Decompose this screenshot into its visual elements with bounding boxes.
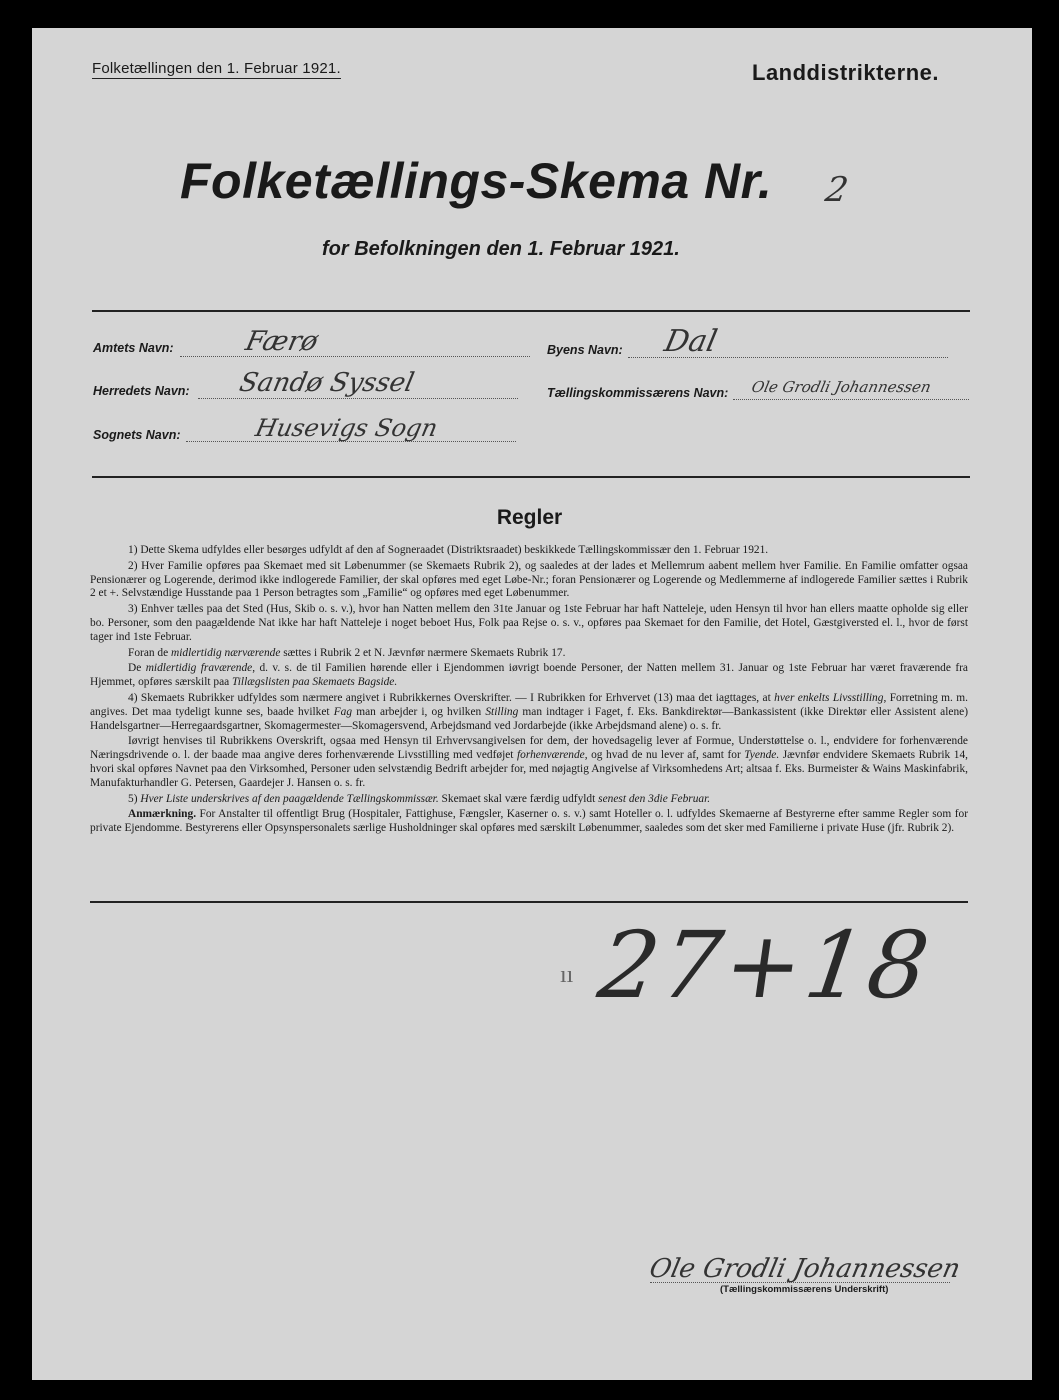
header-district-type: Landdistrikterne. xyxy=(752,60,939,85)
rule-4-further: Iøvrigt henvises til Rubrikkens Overskrift, ogsaa med Hensyn til Erhvervsangivelsen for dem, der hovedsagelig lever af Formue, Understøttelse o. l., endvidere for forhenværende Næringsdrivende o. l. der baade maa angive deres forhenværende Livsstilling med vedføjet forhenværende, og hvad de nu lever af, samt for Tyende. Jævnfør endvidere Skemaets Rubrik 14, hvori skal opføres Navnet paa den Virksomhed, Personer uden selvstændig Bedrift arbejder for, med nøjagtig Angivelse af Virksomhedens Art; altsaa f. Eks. Burmeister & Wains Maskinfabrik, Manufakturhandler G. Petersen, Gaardejer J. Hansen o. s. fr. xyxy=(90,735,968,789)
commissioner-signature: Ole Grodli Johannessen xyxy=(646,1254,963,1284)
by-value: Dal xyxy=(661,324,721,359)
sogn-label: Sognets Navn: xyxy=(93,428,181,442)
fields-divider xyxy=(92,476,970,478)
signature-caption: (Tællingskommissærens Underskrift) xyxy=(720,1284,889,1295)
amt-label: Amtets Navn: xyxy=(93,341,174,355)
rule-note: Anmærkning. For Anstalter til offentligt Brug (Hospitaler, Fattighuse, Fængsler, Kaserner o. s. v.) samt Hoteller o. l. udfyldes Skemaerne af Bestyrerne efter samme Regler som for private Ejendomme. Bestyrerens eller Opsynspersonalets særlige Husholdninger skal opføres med særskilt Løbenummer, saaledes som det sker med Familierne i private Huse (jfr. Rubrik 2). xyxy=(90,808,968,835)
form-title: Folketællings-Skema Nr. xyxy=(180,153,773,209)
rules-divider xyxy=(90,901,968,903)
form-subtitle: for Befolkningen den 1. Februar 1921. xyxy=(322,238,680,260)
kommissaer-value: Ole Grodli Johannessen xyxy=(750,378,933,396)
rules-text xyxy=(90,544,968,838)
handwritten-total: 27+18 xyxy=(592,912,939,1019)
amt-line xyxy=(180,356,530,357)
herred-label: Herredets Navn: xyxy=(93,384,190,398)
sogn-value: Husevigs Sogn xyxy=(253,414,441,442)
rule-1: 1) Dette Skema udfyldes eller besørges udfyldt af den af Sogneraadet (Distriktsraadet) beskikkede Tællingskommissær den 1. Februar 1921. xyxy=(128,544,769,556)
herred-line xyxy=(198,398,518,399)
rule-3: 3) Enhver tælles paa det Sted (Hus, Skib o. s. v.), hvor han Natten mellem den 31te Januar og 1ste Februar har haft Natteleje, uden Hensyn til hvor han ellers maatte opholde sig eller bo. Personer, som den paagældende Nat ikke har haft Natteleje i noget beboet Hus, Folk paa Rejse o. s. v., opføres paa Skemaet for den Familie, det Hotel, Gæstgiversted el. l., hvor de først tager ind 1ste Februar. xyxy=(90,603,968,643)
rule-2: 2) Hver Familie opføres paa Skemaet med sit Løbenummer (se Skemaets Rubrik 2), og saaledes at der lades et Mellemrum aabent mellem hver Familie. En Familie omfatter ogsaa Pensionærer og Logerende, derimod ikke indlogerede Familier, der skal opføres med eget Løbe-Nr.; foran Pensionærer og Logerende og Medlemmerne af indlogerede Familier sættes i Rubrik 2 et +. Selvstændige Husstande paa 1 Person betragtes som „Familie“ og opføres med eget Løbenummer. xyxy=(90,559,968,600)
header-census-date: Folketællingen den 1. Februar 1921. xyxy=(92,60,341,77)
top-divider xyxy=(92,310,970,312)
rule-5: 5) Hver Liste underskrives af den paagældende Tællingskommissær. Skemaet skal være færdig udfyldt senest den 3die Februar. xyxy=(128,792,711,805)
rule-3-present: Foran de midlertidig nærværende sættes i Rubrik 2 et N. Jævnfør nærmere Skemaets Rubrik 17. xyxy=(128,646,566,659)
rule-4: 4) Skemaets Rubrikker udfyldes som nærmere angivet i Rubrikkernes Overskrifter. — I Rubrikken for Erhvervet (13) maa det iagttages, at hver enkelts Livsstilling, Forretning m. m. angives. Det maa tydeligt kunne ses, baade hvilket Fag man arbejder i, og hvilken Stilling man indtager i Faget, f. Eks. Bankdirektør—Bankassistent (ikke Direktør eller Assistent alene) Handelsgartner—Herregaardsgartner, Skomagermester—Skomagersvend, Arbejdsmand ved Jordarbejde (ikke Arbejdsmand alene) o. s. fr. xyxy=(90,691,968,732)
herred-value: Sandø Syssel xyxy=(236,368,417,398)
amt-value: Færø xyxy=(242,326,321,357)
signature-line xyxy=(650,1282,950,1283)
form-number-handwritten: 2 xyxy=(822,170,852,210)
kommissaer-label: Tællingskommissærens Navn: xyxy=(547,386,729,400)
by-label: Byens Navn: xyxy=(547,343,623,357)
kommissaer-line xyxy=(733,399,969,400)
rules-heading: Regler xyxy=(496,506,563,529)
pencil-mark: ıı xyxy=(560,962,574,988)
rule-3-absent: De midlertidig fraværende, d. v. s. de til Familien hørende eller i Ejendommen iøvrigt boende Personer, der Natten mellem 31. Januar og 1ste Februar har været fraværende fra Hjemmet, opføres særskilt paa Tillægslisten paa Skemaets Bagside. xyxy=(90,662,968,689)
